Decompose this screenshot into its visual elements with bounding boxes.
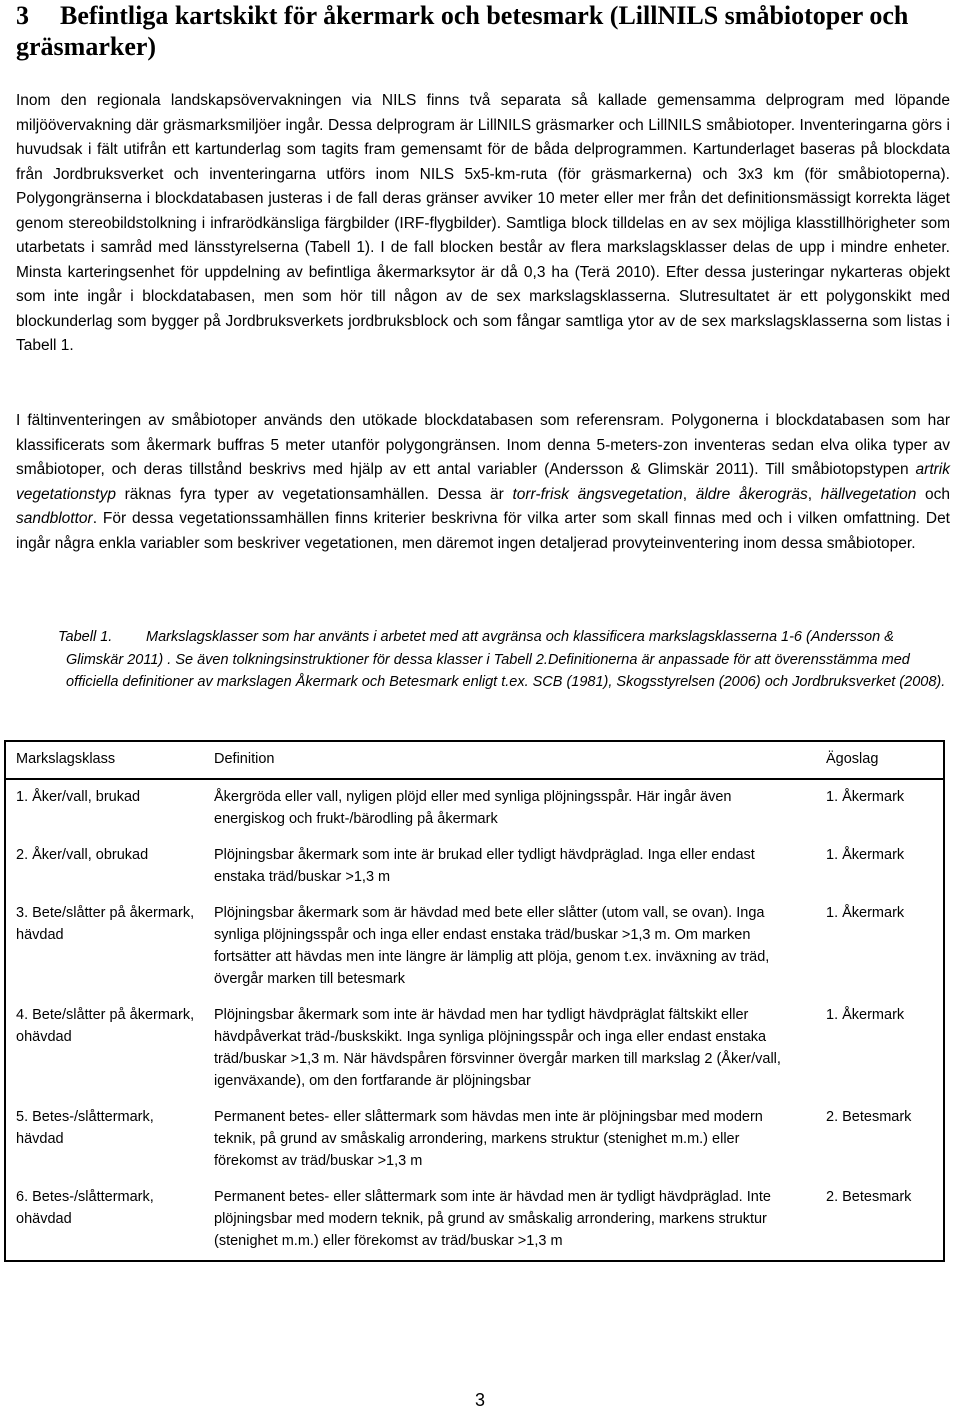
cell-markslagsklass: 3. Bete/slåtter på åkermark, hävdad [16,905,195,943]
paragraph-2-text: . För dessa vegetationssamhällen finns kriterier beskrivna för vilka arter som skall finnas med och i vilken omfattning. Det ingår några enkla variabler som beskriver vegetationen, men däremot ingen detaljerad provyteinventering inom dessa småbiotoper. [16,510,950,552]
cell-definition: Plöjningsbar åkermark som inte är hävdad men har tydligt hävdpräglat fältskikt eller hävdpåverkat träd-/buskskikt. Inga synliga plöjningsspår och inga eller endast enstaka träd/buskar >1,3 m. När hävdspåren försvinner övergår marken till markslag 2 (Åker/vall, igenväxande), om den fortfarande är plöjningsbar [214,1007,781,1089]
paragraph-2-text: och [916,485,950,503]
table-row [5,896,944,998]
paragraph-2-text: , [807,485,821,503]
table-row [5,998,944,1100]
cell-definition: Plöjningsbar åkermark som är hävdad med bete eller slåtter (utom vall, se ovan). Inga synliga plöjningsspår och inga eller endast enstaka träd/buskar >1,3 m. Om marken fortsätter att hävdas men inte längre är lämplig att plöja, genom t.ex. inväxning av träd, övergår marken till betesmark [214,905,770,987]
cell-markslagsklass: 2. Åker/vall, obrukad [16,847,149,863]
emphasis-term: hällvegetation [820,485,917,503]
cell-agoslag: 1. Åkermark [826,905,905,921]
section-title: Befintliga kartskikt för åkermark och betesmark (LillNILS småbiotoper och gräsmarker) [16,1,909,61]
paragraph-2-text: I fältinventeringen av småbiotoper används den utökade blockdatabasen som referensram. Polygonerna i blockdatabasen som har klassificerats som åkermark buffras 5 meter utanför polygongränsen. Inom denna 5-meters-zon inventeras sedan elva olika typer av småbiotoper, och deras tillstånd beskrivs med hjälp av ett antal variabler (Andersson & Glimskär 2011). Till småbiotopstypen [16,412,950,478]
table-row [5,1180,944,1261]
cell-agoslag: 1. Åkermark [826,847,905,863]
cell-markslagsklass: 5. Betes-/slåttermark, hävdad [16,1109,154,1147]
table-caption [58,626,946,694]
section-number: 3 [16,1,29,30]
cell-agoslag: 1. Åkermark [826,1007,905,1023]
cell-definition: Plöjningsbar åkermark som inte är brukad eller tydligt hävdpräglad. Inga eller endast enstaka träd/buskar >1,3 m [214,847,755,885]
header-definition: Definition [204,741,816,779]
paragraph-1: Inom den regionala landskapsövervakningen via NILS finns två separata så kallade gemensamma delprogram med löpande miljöövervakning där gräsmarksmiljöer ingår. Dessa delprogram är LillNILS gräsmarker och LillNILS småbiotoper. Inventeringarna görs i huvudsak i fält utifrån ett kartunderlag som tagits fram gemensamt för de båda delprogrammen. Kartunderlaget baseras på blockdata från Jordbruksverket och inventeringarna utförs inom NILS 5x5-km-ruta (för gräsmarkerna) och 3x3 km (för småbiotoperna). Polygongränserna i blockdatabasen justeras i de fall deras gränser avviker 10 meter eller mer från det definitionsmässigt korrekta läget genom stereobildstolkning i infrarödkänsliga färgbilder (IRF-flygbilder). Samtliga block tilldelas en av sex möjliga klasstillhörigheter som utarbetats i samråd med länsstyrelserna (Tabell 1). I de fall blocken består av flera markslagsklasser delas de upp i mindre enheter. Minsta karteringsenhet för uppdelning av befintliga åkermarksytor är då 0,3 ha (Terä 2010). Efter dessa justeringar nykarteras objekt som inte ingår i blockdatabasen, men som hör till någon av de sex markslagsklasserna. Slutresultatet är ett polygonskikt med blockunderlag som bygger på Jordbruksverkets jordbruksblock och som fångar samtliga ytor av de sex markslagsklasserna som listas i Tabell 1. [16,92,950,354]
cell-agoslag: 2. Betesmark [826,1189,912,1205]
cell-agoslag: 2. Betesmark [826,1109,912,1125]
emphasis-term: sandblottor [16,510,93,527]
table-row [5,838,944,896]
table-caption-label: Tabell 1. [58,629,113,645]
paragraph-2 [16,409,950,556]
paragraph-2-text: räknas fyra typer av vegetationsamhällen. Dessa är [115,485,513,503]
cell-agoslag: 1. Åkermark [826,789,905,805]
table-header-row [5,741,944,779]
cell-definition: Åkergröda eller vall, nyligen plöjd eller med synliga plöjningsspår. Här ingår även energiskog och frukt-/bärodling på åkermark [214,789,732,827]
table-row [5,1100,944,1180]
section-heading [16,0,946,62]
cell-definition: Permanent betes- eller slåttermark som hävdas men inte är plöjningsbar med modern teknik, på grund av småskalig arrondering, markens struktur (stenighet m.m.) eller förekomst av träd/buskar >1,3 m [214,1109,763,1169]
paragraph-2-text: , [682,485,696,503]
header-agoslag: Ägoslag [816,741,944,779]
cell-markslagsklass: 6. Betes-/slåttermark, ohävdad [16,1189,154,1227]
page-number: 3 [474,1390,485,1410]
header-markslagsklass: Markslagsklass [5,741,204,779]
emphasis-term: artrik vegetationstyp [16,461,950,503]
cell-definition: Permanent betes- eller slåttermark som inte är hävdad men är tydligt hävdpräglad. Inte plöjningsbar med modern teknik, på grund av småskalig arrondering, markens struktur (stenighet m.m.) eller förekomst av träd/buskar >1,3 m [214,1189,771,1249]
emphasis-term: äldre åkerogräs [695,485,808,503]
table-caption-text: Markslagsklasser som har använts i arbetet med att avgränsa och klassificera markslagsklasserna 1-6 (Andersson & Glimskär 2011) . Se även tolkningsinstruktioner för dessa klasser i Tabell 2.Definitionerna är anpassade för att överensstämma med officiella definitioner av markslagen Åkermark och Betesmark enligt t.ex. SCB (1981), Skogsstyrelsen (2006) och Jordbruksverket (2008). [66,629,946,690]
emphasis-term: torr-frisk ängsvegetation [512,485,683,503]
cell-markslagsklass: 4. Bete/slåtter på åkermark, ohävdad [16,1007,195,1045]
markslag-table [4,740,945,1262]
cell-markslagsklass: 1. Åker/vall, brukad [16,789,141,805]
table-row [5,779,944,838]
